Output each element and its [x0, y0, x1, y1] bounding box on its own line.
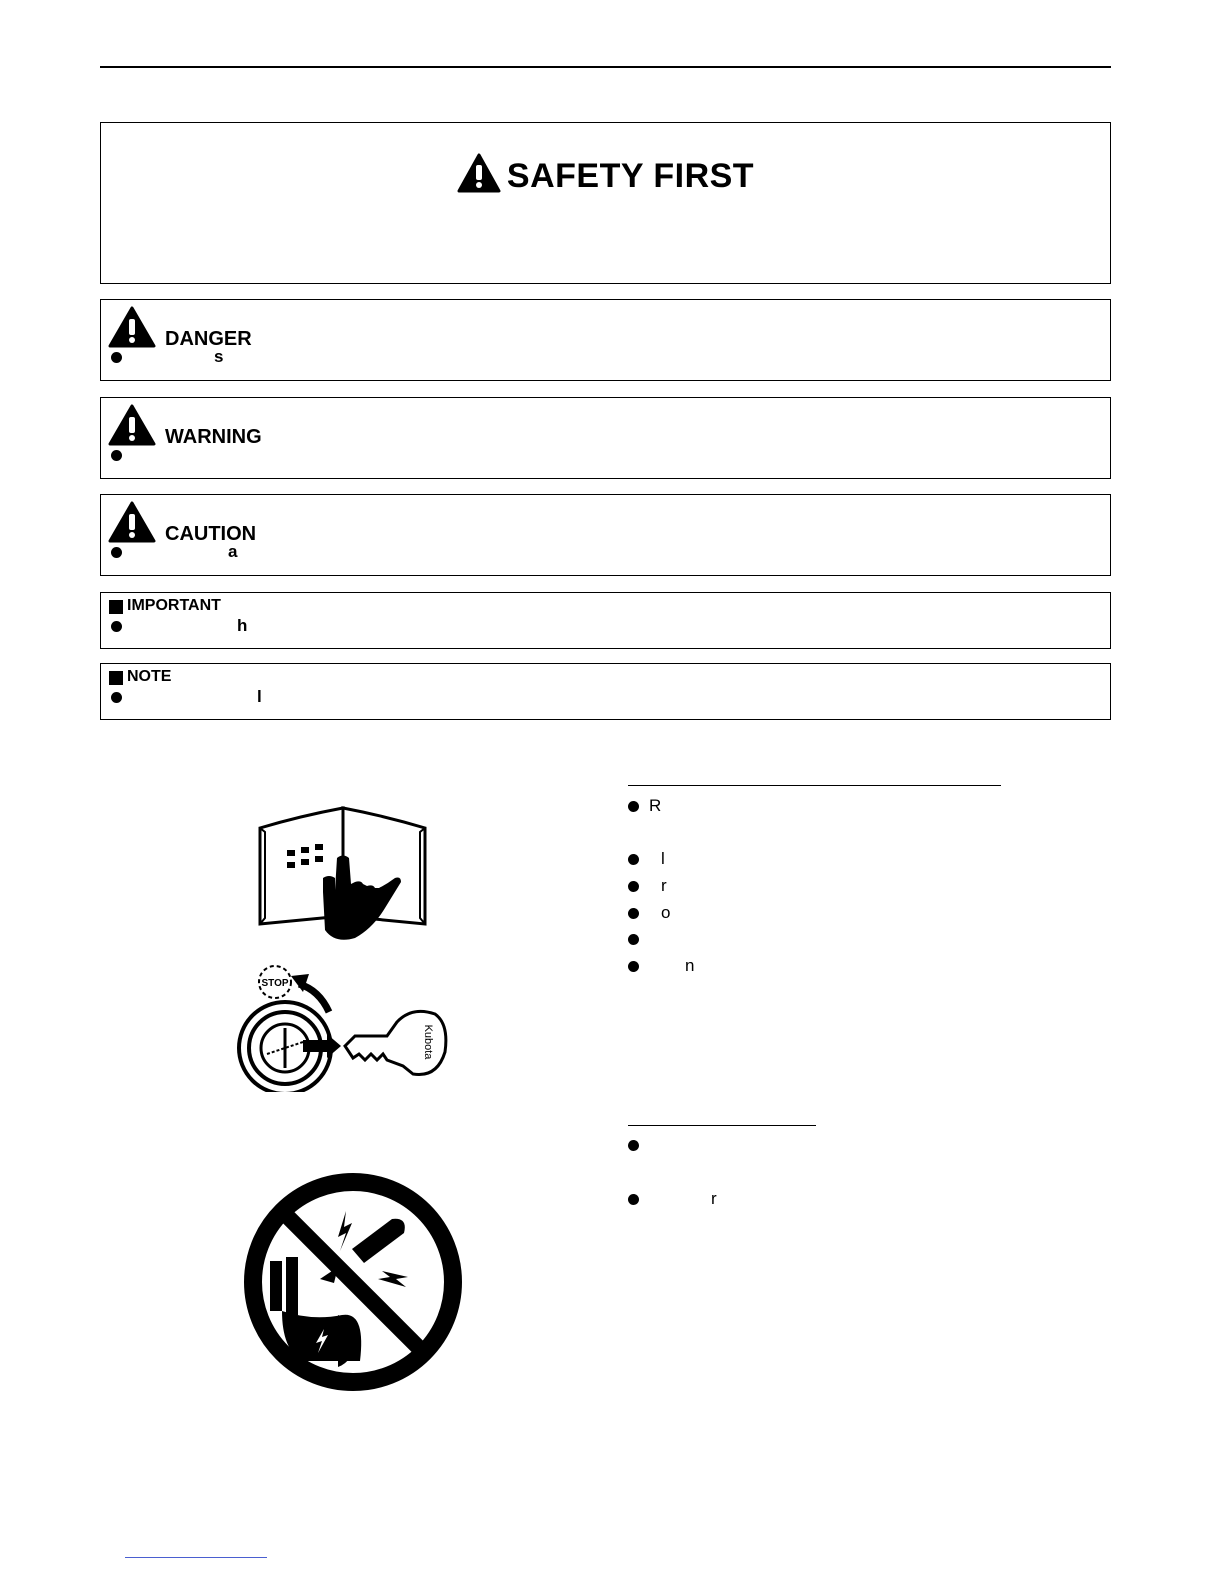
- warning-label: WARNING: [165, 426, 262, 448]
- bullet-icon: [628, 961, 639, 972]
- safety-title-row: [101, 153, 1110, 202]
- section2-heading-rule: [628, 1125, 816, 1126]
- bullet-icon: [111, 547, 122, 558]
- caution-text: a: [228, 542, 238, 561]
- square-marker-icon: [109, 671, 123, 685]
- read-manual-icon: [255, 798, 430, 953]
- danger-box: [100, 299, 1111, 381]
- stop-label: STOP: [261, 978, 289, 989]
- warning-triangle-icon: [108, 404, 156, 451]
- caution-label: CAUTION: [165, 523, 257, 545]
- warning-triangle-icon: [108, 501, 156, 548]
- section1-heading-rule: [628, 785, 1001, 786]
- list-item: [628, 1135, 649, 1155]
- bullet-icon: [111, 352, 122, 363]
- important-box: [100, 592, 1111, 649]
- bullet-icon: [628, 881, 639, 892]
- list-item: r: [628, 1189, 717, 1209]
- note-label: NOTE: [127, 668, 172, 685]
- footer-link-line[interactable]: [125, 1557, 267, 1558]
- list-item: o: [628, 903, 670, 923]
- bullet-icon: [628, 801, 639, 812]
- important-text: h: [237, 616, 248, 635]
- bullet-icon: [111, 621, 122, 632]
- header-rule: [100, 66, 1111, 68]
- bullet-icon: [628, 854, 639, 865]
- stop-engine-remove-key-icon: [237, 962, 452, 1097]
- bullet-icon: [111, 692, 122, 703]
- warning-box: [100, 397, 1111, 479]
- list-item: r: [628, 876, 667, 896]
- safety-first-box: [100, 122, 1111, 284]
- note-text: l: [257, 687, 262, 706]
- page-title: SAFETY FIRST: [506, 157, 755, 195]
- list-item: l: [628, 849, 665, 869]
- bullet-icon: [628, 1194, 639, 1205]
- list-item: R: [628, 796, 661, 816]
- bullet-icon: [111, 450, 122, 461]
- no-spark-flame-battery-icon: [242, 1171, 464, 1398]
- square-marker-icon: [109, 600, 123, 614]
- important-label: IMPORTANT: [127, 597, 221, 614]
- bullet-icon: [628, 908, 639, 919]
- caution-box: [100, 494, 1111, 576]
- list-item: n: [628, 956, 694, 976]
- warning-triangle-icon: [108, 306, 156, 353]
- key-brand-label: Kubota: [422, 1024, 434, 1060]
- danger-text: s: [214, 347, 224, 366]
- list-item: [628, 929, 649, 949]
- warning-triangle-icon: [457, 153, 501, 202]
- note-box: [100, 663, 1111, 720]
- danger-label: DANGER: [165, 328, 252, 350]
- bullet-icon: [628, 934, 639, 945]
- bullet-icon: [628, 1140, 639, 1151]
